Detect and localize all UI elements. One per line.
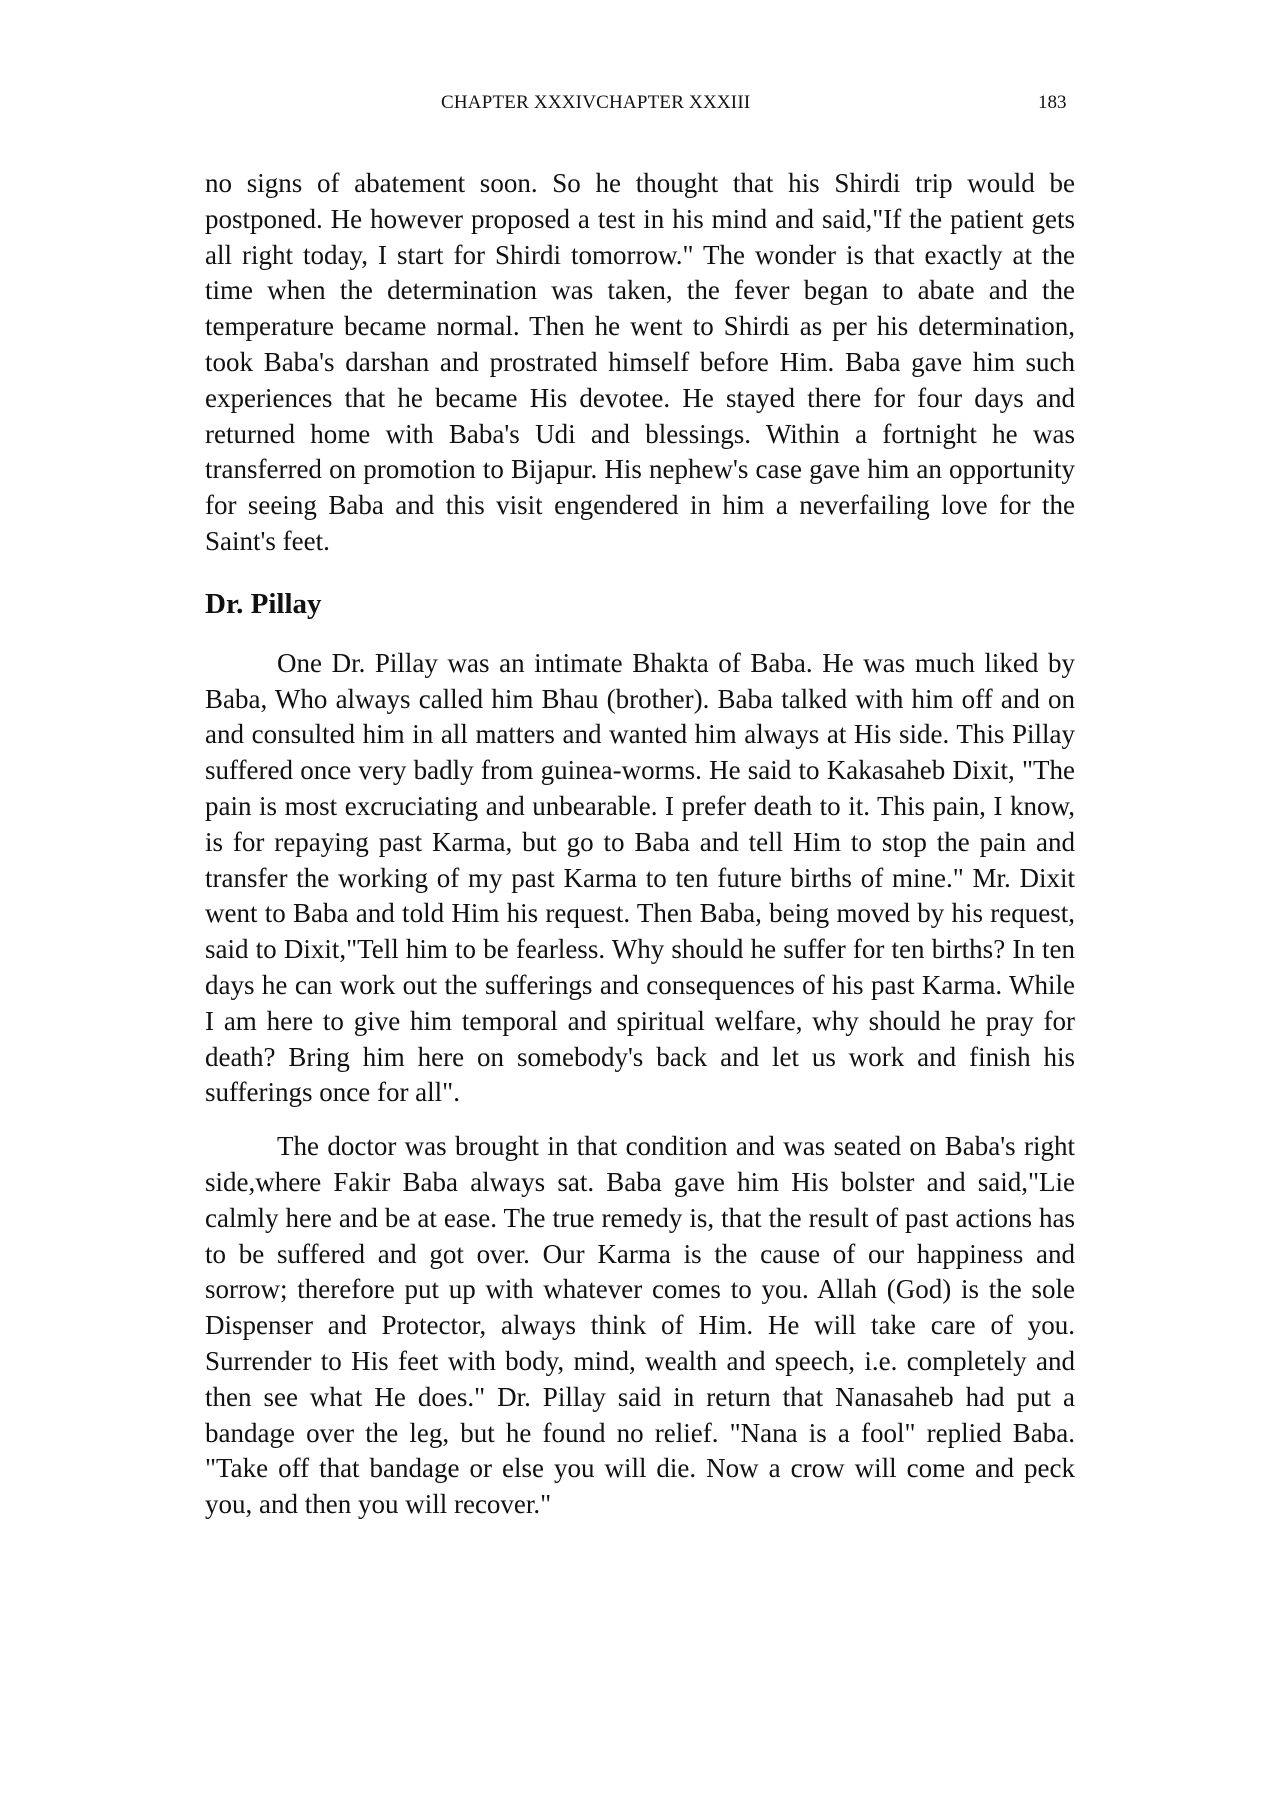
page-header xyxy=(0,92,1271,122)
paragraph-continuation: no signs of abatement soon. So he thought that his Shirdi trip would be postponed. He however proposed a test in his mind and said,"If the patient gets all right today, I start for Shirdi tomorrow." The wonder is that exactly at the time when the determination was taken, the fever began to abate and the temperature became normal. Then he went to Shirdi as per his determination, took Baba's darshan and prostrated himself before Him. Baba gave him such experiences that he became His devotee. He stayed there for four days and returned home with Baba's Udi and blessings. Within a fortnight he was transferred on promotion to Bijapur. His nephew's case gave him an opportunity for seeing Baba and this visit engendered in him a neverfailing love for the Saint's feet. xyxy=(205,168,1075,556)
page-body xyxy=(205,166,1075,1523)
running-head: CHAPTER XXXIVCHAPTER XXXIII xyxy=(441,92,751,113)
section-heading: Dr. Pillay xyxy=(205,587,322,620)
page-number: 183 xyxy=(1038,92,1067,113)
paragraph-spacer xyxy=(205,1111,1075,1129)
paragraph: The doctor was brought in that condition and was seated on Baba's right side,where Fakir Baba always sat. Baba gave him His bolster and said,"Lie calmly here and be at ease. The true remedy is, that the result of past actions has to be suffered and got over. Our Karma is the cause of our happiness and sorrow; therefore put up with whatever comes to you. Allah (God) is the sole Dispenser and Protector, always think of Him. He will take care of you. Surrender to His feet with body, mind, wealth and speech, i.e. completely and then see what He does." Dr. Pillay said in return that Nanasaheb had put a bandage over the leg, but he found no relief. "Nana is a fool" replied Baba. "Take off that bandage or else you will die. Now a crow will come and peck you, and then you will recover." xyxy=(205,1131,1075,1520)
paragraph: One Dr. Pillay was an intimate Bhakta of Baba. He was much liked by Baba, Who always called him Bhau (brother). Baba talked with him off and on and consulted him in all matters and wanted him always at His side. This Pillay suffered once very badly from guinea-worms. He said to Kakasaheb Dixit, "The pain is most excruciating and unbearable. I prefer death to it. This pain, I know, is for repaying past Karma, but go to Baba and tell Him to stop the pain and transfer the working of my past Karma to ten future births of mine." Mr. Dixit went to Baba and told Him his request. Then Baba, being moved by his request, said to Dixit,"Tell him to be fearless. Why should he suffer for ten births? In ten days he can work out the sufferings and consequences of his past Karma. While I am here to give him temporal and spiritual welfare, why should he pray for death? Bring him here on somebody's back and let us work and finish his sufferings once for all". xyxy=(205,647,1075,1108)
